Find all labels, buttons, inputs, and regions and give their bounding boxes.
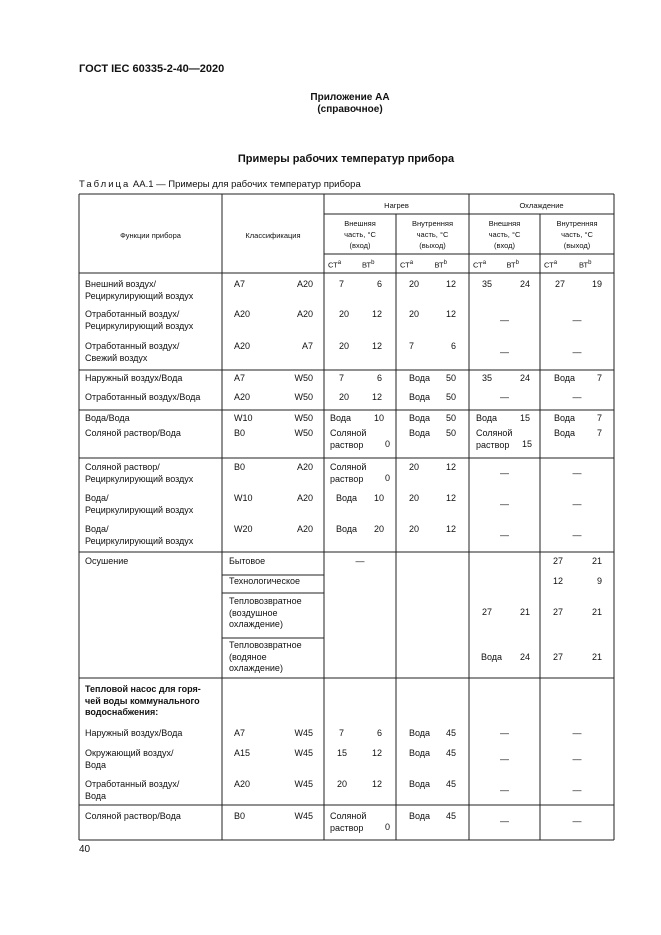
row-heat-inner-bt: 50 [445,373,456,383]
row-heat-inner-bt: 50 [445,392,456,402]
row-heat-outer-medium: Вода [330,413,352,423]
row-cool-outer-medium: Соляной раствор [476,428,513,450]
row-function: Осушение [85,556,129,566]
table-caption-label: Таблица [79,179,131,190]
row-cool-outer-ct: 27 [482,607,493,617]
row-cool-outer: — [500,530,509,540]
row-function: Соляной раствор/Вода [85,428,181,438]
row-heat-outer-ct: 20 [339,341,350,351]
row-function: Вода/ Рециркулирующий воздух [85,524,194,546]
row-heat-outer-ct: 7 [339,728,345,738]
row-cool-inner-ct: Вода [554,413,576,423]
row-cool-inner: — [572,499,582,509]
row-cool-inner-bt: 7 [596,413,602,423]
row-heat-outer-bt: 10 [373,413,384,423]
header-cooling: Охлаждение [519,201,564,210]
header-inner-temp: Внутренняя часть, °C (выход) [556,219,598,250]
header-ct-text: СТ [473,260,483,270]
row-class-out: A20 [296,524,313,534]
row-class-in: W10 [234,413,253,423]
row-heat-outer-bt: 0 [384,473,390,483]
row-cool-inner-ct: 27 [553,652,564,662]
header-ct-text: СТ [544,260,554,270]
header-ct-footnote: a [337,260,342,266]
row-class-out: A20 [296,462,313,472]
row-heat-dash: — [355,556,365,566]
row-heat-outer-bt: 12 [371,309,382,319]
row-cool-inner-bt: 21 [591,556,602,566]
row-class-out: W50 [294,413,313,423]
row-cool-inner-ct: Вода [554,428,576,438]
row-function: Соляной раствор/Вода [85,811,181,821]
page-number: 40 [79,844,91,855]
row-class-out: W50 [294,373,313,383]
row-function: Вода/ Рециркулирующий воздух [85,493,194,515]
header-bt-footnote: b [515,260,519,266]
row-heat-outer-bt: 12 [371,779,382,789]
row-function: Отработанный воздух/ Свежий воздух [85,341,180,363]
row-function: Внешний воздух/ Рециркулирующий воздух [85,279,194,301]
row-heat-inner-bt: 45 [445,728,456,738]
row-cool-inner: — [572,347,582,357]
row-class-out: A20 [296,493,313,503]
row-cool-outer-bt: 24 [519,652,530,662]
row-class-out: A7 [301,341,313,351]
header-bt-footnote: b [443,260,447,266]
header-ct [400,258,433,271]
row-heat-inner-ct: Вода [409,779,431,789]
header-ct-footnote: a [482,260,487,266]
header-bt-text: ВТ [506,260,516,270]
row-class-out: W50 [294,428,313,438]
row-function: Отработанный воздух/ Рециркулирующий воздух [85,309,194,331]
row-function: Окружающий воздух/ Вода [85,748,174,770]
header-bt [507,258,539,271]
row-heat-outer-medium: Соляной раствор [330,811,367,833]
row-class-in: B0 [234,811,246,821]
row-heat-inner-bt: 50 [445,428,456,438]
row-heat-inner-ct: Вода [409,392,431,402]
row-function: Отработанный воздух/Вода [85,392,201,402]
row-heat-inner-bt: 12 [445,279,456,289]
row-heat-inner-ct: Вода [409,413,431,423]
row-class-in: A7 [234,728,246,738]
header-ct-text: СТ [328,260,338,270]
row-class-out: W45 [294,728,313,738]
row-cool-inner: — [572,315,582,325]
row-heat-inner-ct: Вода [409,748,431,758]
row-heat-inner-bt: 45 [445,811,456,821]
row-heat-outer-ct: 7 [339,373,345,383]
row-heat-inner-ct: Вода [409,728,431,738]
header-ct-text: СТ [400,260,410,270]
header-bt-text: ВТ [434,260,444,270]
row-heat-inner-bt: 12 [445,493,456,503]
row-heat-outer-ct: 20 [339,309,350,319]
row-cool-inner-bt: 7 [596,373,602,383]
row-cool-inner: — [572,530,582,540]
row-cool-inner-bt: 9 [596,576,602,586]
row-cool-inner-ct: Вода [554,373,576,383]
row-heat-outer-bt: 6 [376,279,382,289]
row-heat-inner-bt: 6 [450,341,456,351]
row-cool-inner-ct: 12 [553,576,564,586]
row-cool-outer: — [500,816,509,826]
header-function: Функции прибора [120,231,181,240]
row-class-in: W20 [234,524,253,534]
row-heat-outer-bt: 6 [376,728,382,738]
row-cool-outer-ct: 35 [482,279,493,289]
row-class-in: W10 [234,493,253,503]
row-heat-outer-bt: 10 [373,493,384,503]
row-heat-inner-bt: 50 [445,413,456,423]
header-bt [362,258,394,271]
row-cool-outer: — [500,499,509,509]
row-heat-inner-bt: 45 [445,748,456,758]
header-ct-footnote: a [553,260,558,266]
row-class-out: A20 [296,279,313,289]
row-class-type: Тепловозвратное (воздушное охлаждение) [229,596,302,629]
row-cool-inner: — [572,728,582,738]
table-caption [79,179,361,190]
row-cool-inner-bt: 21 [591,607,602,617]
row-heat-inner-ct: Вода [409,811,431,821]
header-outer-temp: Внешняя часть, °C (вход) [488,219,521,250]
row-cool-outer: — [500,392,509,402]
header-inner-temp: Внутренняя часть, °C (выход) [411,219,454,250]
row-heat-inner-ct: 20 [409,524,420,534]
row-function: Отработанный воздух/ Вода [85,779,180,801]
row-heat-outer-ct: 15 [337,748,348,758]
row-cool-outer-ct: 35 [482,373,493,383]
row-function: Соляной раствор/ Рециркулирующий воздух [85,462,194,484]
row-class-out: W45 [294,748,313,758]
header-ct [473,258,505,271]
row-cool-outer-bt: 24 [519,373,530,383]
row-heat-inner-ct: 20 [409,279,420,289]
row-class-out: W45 [294,779,313,789]
row-heat-outer-bt: 6 [376,373,382,383]
row-heat-inner-bt: 12 [445,309,456,319]
header-ct [544,258,577,271]
row-class-in: A20 [234,392,251,402]
page-title: Примеры рабочих температур прибора [237,153,455,165]
header-bt-footnote: b [371,260,375,266]
row-heat-inner-bt: 12 [445,524,456,534]
header-outer-temp: Внешняя часть, °C (вход) [344,219,376,250]
row-heat-outer-bt: 20 [373,524,384,534]
row-class-type: Тепловозвратное (водяное охлаждение) [229,640,302,673]
row-heat-inner-ct: 20 [409,309,420,319]
row-cool-outer: — [500,785,509,795]
row-heat-inner-bt: 12 [445,462,456,472]
header-bt-text: ВТ [362,260,372,270]
row-cool-inner-ct: 27 [553,556,564,566]
row-cool-inner: — [572,392,582,402]
row-class-in: A7 [234,373,246,383]
header-bt [435,258,468,271]
header-bt-footnote: b [588,260,592,266]
row-class-in: A20 [234,309,251,319]
row-heat-inner-bt: 45 [445,779,456,789]
row-class-in: A20 [234,779,251,789]
row-cool-inner-ct: 27 [553,607,564,617]
table-caption-text: АА.1 — Примеры для рабочих температур прибора [132,179,361,190]
row-cool-outer: — [500,315,509,325]
row-heat-outer-bt: 12 [371,392,382,402]
row-heat-outer-bt: 12 [371,748,382,758]
row-cool-outer: — [500,468,509,478]
row-class-in: A15 [234,748,251,758]
row-class-out: A20 [296,309,313,319]
row-cool-inner-bt: 21 [591,652,602,662]
row-cool-inner-ct: 27 [555,279,566,289]
row-cool-inner: — [572,754,582,764]
row-function: Наружный воздух/Вода [85,373,183,383]
row-heat-outer-bt: 0 [384,822,390,832]
row-cool-outer-bt: 21 [519,607,530,617]
row-cool-inner-bt: 7 [596,428,602,438]
row-function: Наружный воздух/Вода [85,728,183,738]
row-class-in: A7 [234,279,246,289]
row-class-in: B0 [234,462,246,472]
header-classification: Классификация [245,231,301,240]
row-heat-outer-medium: Соляной раствор [330,462,367,484]
row-class-out: W45 [294,811,313,821]
row-class-type: Бытовое [229,556,266,566]
row-class-in: B0 [234,428,246,438]
row-cool-inner: — [572,816,582,826]
row-heat-inner-ct: Вода [409,373,431,383]
row-heat-inner-ct: 7 [409,341,415,351]
row-heat-outer-medium: Соляной раствор [330,428,367,450]
row-class-in: A20 [234,341,251,351]
header-ct-footnote: a [409,260,414,266]
row-heat-outer-ct: 20 [337,779,348,789]
row-heat-outer-bt: 12 [371,341,382,351]
row-cool-inner: — [572,785,582,795]
annex-title: Приложение АА [310,92,390,103]
row-heat-outer-ct: 7 [339,279,345,289]
row-cool-inner: — [572,468,582,478]
row-function: Вода/Вода [85,413,130,423]
row-class-type: Технологическое [229,576,300,586]
row-cool-outer-bt: 15 [519,413,530,423]
row-heat-outer-medium: Вода [336,524,358,534]
row-heat-inner-ct: 20 [409,462,420,472]
row-cool-outer-bt: 24 [519,279,530,289]
annex-heading [250,92,450,116]
row-function-group: Тепловой насос для горя- чей воды коммунального водоснабжения: [85,684,201,717]
row-heat-outer-ct: 20 [339,392,350,402]
row-cool-outer: — [500,347,509,357]
row-cool-outer-ct: Вода [476,413,498,423]
document-code: ГОСТ IEC 60335-2-40—2020 [79,63,225,75]
row-cool-outer: — [500,754,509,764]
row-cool-outer-bt: 15 [521,439,532,449]
header-ct [328,258,360,271]
row-heat-inner-ct: 20 [409,493,420,503]
row-cool-inner-bt: 19 [591,279,602,289]
row-cool-outer-ct: Вода [481,652,503,662]
annex-subtitle: (справочное) [317,104,383,115]
row-heat-outer-bt: 0 [384,439,390,449]
row-cool-outer: — [500,728,509,738]
header-bt-text: ВТ [579,260,589,270]
row-class-out: W50 [294,392,313,402]
row-heat-outer-medium: Вода [336,493,358,503]
row-heat-inner-ct: Вода [409,428,431,438]
header-bt [579,258,612,271]
header-heating: Нагрев [384,201,409,210]
